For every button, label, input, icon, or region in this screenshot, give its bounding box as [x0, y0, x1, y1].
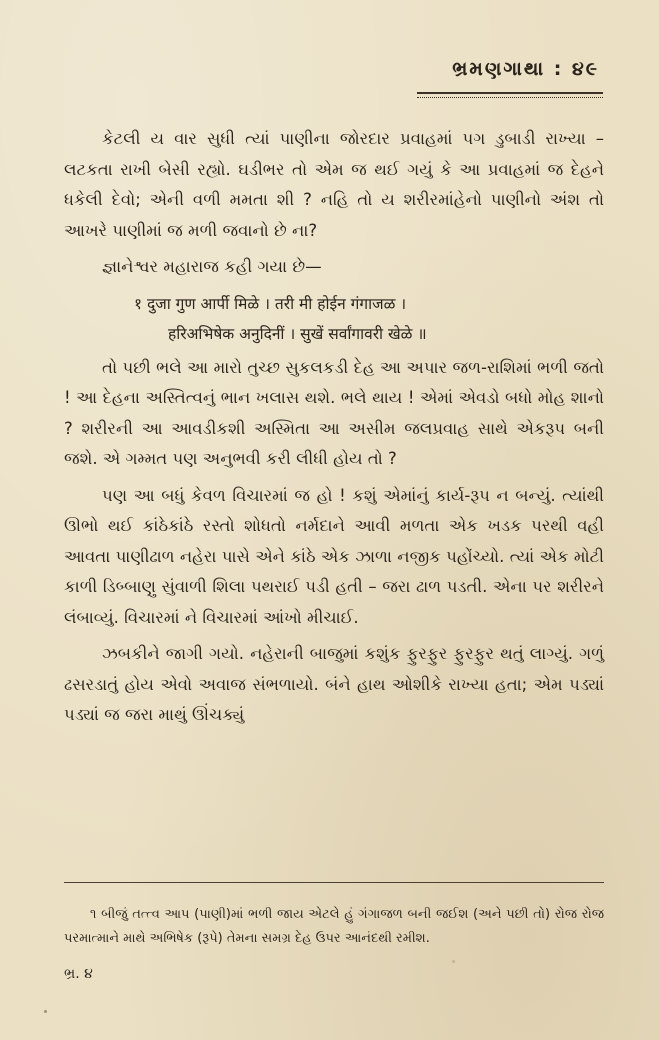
paragraph: ઝબકીને જાગી ગયો. નહેરાની બાજુમાં કશુંક ફુરફુર ફુરફુર થતું લાગ્યું. ગળું ઢસરડાતું હોય એવો અવાજ સંભળાયો. બંને હાથ ઓશીકે રાખ્યા હતા; એમ પડ્યાં પડ્યાં જ જરા માથું ઊંચક્યું — [64, 644, 604, 724]
footnote: ૧ બીજું તત્ત્વ આપ (પાણી)માં ભળી જાય એટલે હું ગંગાજળ બની જઈશ (અને પછી તો) રોજ રોજ પરમાત્માને માથે અભિષેક (રૂપે) તેમના સમગ્ર દેહ ઉપર આનંદથી રમીશ. — [64, 907, 604, 946]
paragraph: પણ આ બધું કેવળ વિચારમાં જ હો ! કશું એમાંનું કાર્ય-રૂપ ન બન્યું. ત્યાંથી ઊભો થઈ કાંઠેકાંઠે રસ્તો શોધતો નર્મદાને આવી મળતા એક ખડક પરથી વહી આવતા પાણીઢાળ નહેરા પાસે એને કાંઠે એક ઝાળા નજીક પહોંચ્યો. ત્યાં એક મોટી કાળી ડિબ્બાણુ સુંવાળી શિલા પથરાઈ પડી હતી – જરા ઢાળ પડતી. એના પર શરીરને લંબાવ્યું. વિચારમાં ને વિચારમાં આંખો મીચાઈ. — [64, 485, 604, 627]
verse-quote — [64, 289, 604, 349]
paper-speck — [452, 960, 455, 963]
signature-mark: ભ્ર. ૪ — [64, 966, 93, 982]
paper-speck — [44, 1010, 47, 1013]
running-title: ભ્રમણગાથા : ૪૯ — [452, 58, 599, 80]
footnote-rule — [64, 882, 604, 883]
paragraph: તો પછી ભલે આ મારો તુચ્છ સુકલકડી દેહ આ અપાર જળ-રાશિમાં ભળી જતો ! આ દેહના અસ્તિત્વનું ભાન ખલાસ થશે. ભલે થાય ! એમાં એવડો બધો મોહ શાનો ? શરીરની આ આવડીકશી અસ્મિતા આ અસીમ જલપ્રવાહ સાથે એકરૂપ બની જશે. એ ગમ્મત પણ અનુભવી કરી લીધી હોય તો ? — [64, 357, 604, 468]
verse-line: हरिअभिषेक अनुदिनीं । सुखें सर्वांगावरी खेळे ॥ — [168, 324, 427, 343]
paragraph: જ્ઞાનેશ્વર મહારાજ કહી ગયા છે— — [102, 257, 322, 276]
body-text — [64, 124, 604, 737]
header-underline — [417, 92, 603, 94]
paragraph: કેટલી ય વાર સુધી ત્યાં પાણીના જોરદાર પ્રવાહમાં પગ ડુબાડી રાખ્યા – લટકતા રાખી બેસી રહ્યો. ઘડીભર તો એમ જ થઈ ગયું કે આ પ્રવાહમાં જ દેહને ધકેલી દેવો; એની વળી મમતા શી ? નહિ તો ય શરીરમાંહેનો પાણીનો અંશ તો આખરે પાણીમાં જ મળી જવાનો છે ના? — [64, 129, 604, 240]
verse-line: १ दुजा गुण आर्पी मिळे । तरी मी होईन गंगाजळ । — [134, 294, 407, 313]
